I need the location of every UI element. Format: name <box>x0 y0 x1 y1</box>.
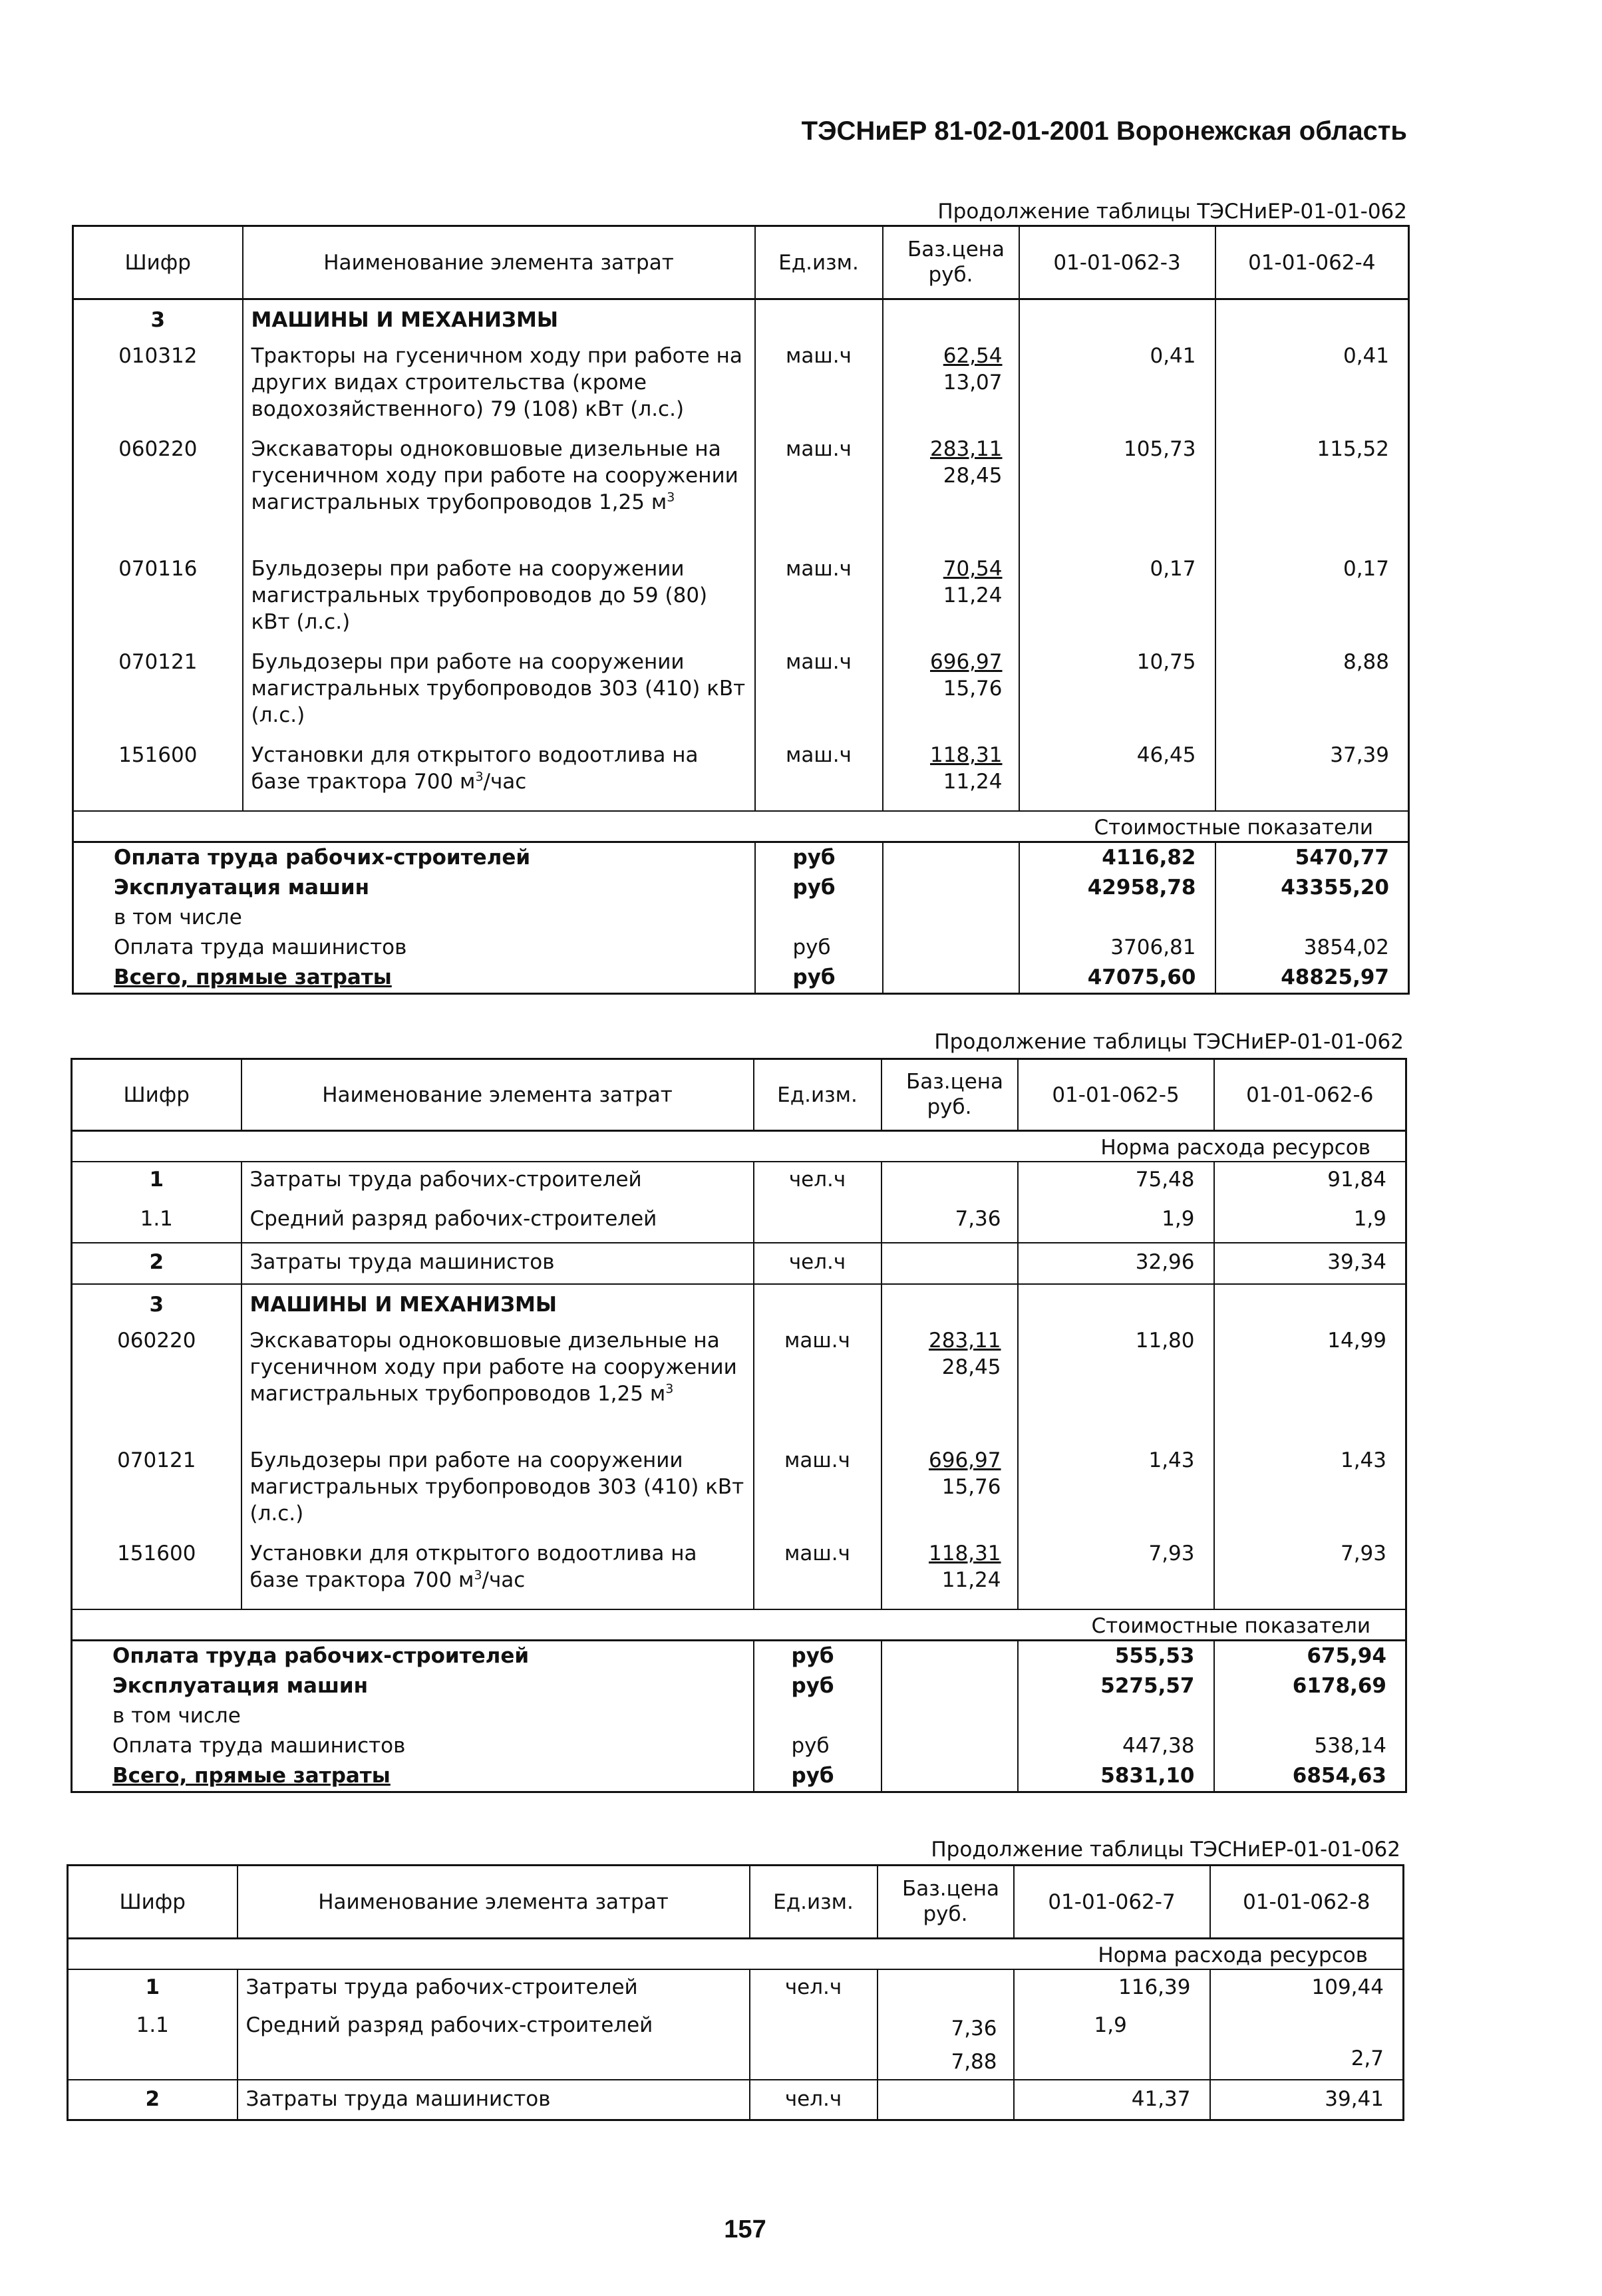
page-number: 157 <box>724 2215 766 2243</box>
table-row: 010312 Тракторы на гусеничном ходу при работе на других видах строительства (кроме водохозяйственного) 79 (108) кВт (л.с.) маш.ч 62,54 13,07 0,41 0,41 <box>73 333 1409 426</box>
table-row: 1 Затраты труда рабочих-строителей чел.ч 75,48 91,84 <box>72 1162 1406 1202</box>
table1-caption: Продолжение таблицы ТЭСНиЕР-01-01-062 <box>937 200 1407 224</box>
table-row: 151600 Установки для открытого водоотлива на базе трактора 700 $м^3$/час маш.ч 118,31 11,24 7,93 7,93 <box>72 1531 1406 1609</box>
table2: Шифр Наименование элемента затрат Ед.изм. Баз.цена руб. 01-01-062-5 01-01-062-6 Норма расхода ресурсов 1 Затраты труда рабочих-строителей чел.ч 75,48 91,84 1.1 Средний разряд рабочих-строителей 7,36 1,9 1,9 2 Затраты труда машинистов чел.ч 32,96 39,34 3 МАШИНЫ И МЕХАНИЗМЫ 060220 Экскаваторы одноковшовые дизельные на гусеничном ходу при работе на сооружении магистральных трубопроводов 1,25 $м^3$ маш.ч 283,11 28,45 11,80 14,99 070121 Бульдозеры при работе на сооружении магистральных трубопроводов 303 (410) кВт (л.с.) маш.ч 696,97 15,76 1,43 1,43 151600 Установки для открытого водоотлива на базе трактора 700 $м^3$/час маш.ч 118,31 11,24 7,93 7,93 Стоимостные показатели Оплата труда рабочих-строителей руб 555,53 675,94 Эксплуатация машин руб 5275,57 6178,69 в том числе Оплата труда машинистов руб 447,38 538,14 Всего, прямые затраты руб 5831,10 6854,63 <box>71 1058 1407 1793</box>
table-row: 070121 Бульдозеры при работе на сооружении магистральных трубопроводов 303 (410) кВт (л.с.) маш.ч 696,97 15,76 10,75 8,88 <box>73 639 1409 733</box>
col-price-header: Баз.цена руб. <box>883 226 1019 299</box>
table-row: 1 Затраты труда рабочих-строителей чел.ч 116,39 109,44 <box>68 1969 1404 2008</box>
table-row: 070121 Бульдозеры при работе на сооружении магистральных трубопроводов 303 (410) кВт (л.с.) маш.ч 696,97 15,76 1,43 1,43 <box>72 1438 1406 1531</box>
table-row: 070116 Бульдозеры при работе на сооружении магистральных трубопроводов до 59 (80) кВт (л.с.) маш.ч 70,54 11,24 0,17 0,17 <box>73 546 1409 639</box>
section-code: 3 <box>150 308 166 332</box>
table-row: 2 Затраты труда машинистов чел.ч 41,37 39,41 <box>68 2080 1404 2120</box>
total-direct-costs-label: Всего, прямые затраты <box>73 963 755 994</box>
section-title: МАШИНЫ И МЕХАНИЗМЫ <box>243 299 755 334</box>
col-name-header: Наименование элемента затрат <box>243 226 755 299</box>
table3-caption: Продолжение таблицы ТЭСНиЕР-01-01-062 <box>931 1838 1400 1862</box>
table-row: 151600 Установки для открытого водоотлива на базе трактора 700 $м^3$/час маш.ч 118,31 11,24 46,45 37,39 <box>73 733 1409 811</box>
col-b-header: 01-01-062-4 <box>1215 226 1409 299</box>
col-a-header: 01-01-062-3 <box>1019 226 1215 299</box>
document-header: ТЭСНиЕР 81-02-01-2001 Воронежская область <box>801 116 1407 146</box>
table1: Шифр Наименование элемента затрат Ед.изм. Баз.цена руб. 01-01-062-3 01-01-062-4 3 МАШИНЫ И МЕХАНИЗМЫ 010312 Тракторы на гусеничном ходу при работе на других видах строительства (кроме водохозяйственного) 79 (108) кВт (л.с.) маш.ч 62,54 13,07 0,41 0,41 060220 Экскаваторы одноковшовые дизельные на гусеничном ходу при работе на сооружении магистральных трубопроводов 1,25 $м^3$ маш.ч 283,11 28,45 105,73 115,52 070116 Бульдозеры при работе на сооружении магистральных трубопроводов до 59 (80) кВт (л.с.) маш.ч 70,54 11,24 0,17 0,17 070121 Бульдозеры при работе на сооружении магистральных трубопроводов 303 (410) кВт (л.с.) маш.ч 696,97 15,76 10,75 8,88 151600 Установки для открытого водоотлива на базе трактора 700 $м^3$/час маш.ч 118,31 11,24 46,45 37,39 Стоимостные показатели Оплата труда рабочих-строителей руб 4116,82 5470,77 Эксплуатация машин руб 42958,78 43355,20 в том числе Оплата труда машинистов руб 3706,81 3854,02 Всего, прямые затраты руб 47075,60 48825,97 <box>72 225 1410 995</box>
cost-indicators-label: Стоимостные показатели <box>73 811 1409 842</box>
table-row: 2 Затраты труда машинистов чел.ч 32,96 39,34 <box>72 1243 1406 1284</box>
table-row: 060220 Экскаваторы одноковшовые дизельные на гусеничном ходу при работе на сооружении магистральных трубопроводов 1,25 $м^3$ маш.ч 283,11 28,45 11,80 14,99 <box>72 1318 1406 1438</box>
col-code-header: Шифр <box>73 226 243 299</box>
table-row: 1.1 Средний разряд рабочих-строителей 7,36 7,88 1,9 2,7 <box>68 2008 1404 2080</box>
col-unit-header: Ед.изм. <box>755 226 883 299</box>
table3: Шифр Наименование элемента затрат Ед.изм. Баз.цена руб. 01-01-062-7 01-01-062-8 Норма расхода ресурсов 1 Затраты труда рабочих-строителей чел.ч 116,39 109,44 1.1 Средний разряд рабочих-строителей 7,36 7,88 1,9 2,7 2 Затраты труда машинистов чел.ч 41,37 39,41 <box>67 1864 1404 2121</box>
table2-caption: Продолжение таблицы ТЭСНиЕР-01-01-062 <box>934 1030 1404 1054</box>
table-row: 060220 Экскаваторы одноковшовые дизельные на гусеничном ходу при работе на сооружении магистральных трубопроводов 1,25 $м^3$ маш.ч 283,11 28,45 105,73 115,52 <box>73 426 1409 546</box>
norm-label: Норма расхода ресурсов <box>72 1131 1406 1162</box>
table-row: 1.1 Средний разряд рабочих-строителей 7,36 1,9 1,9 <box>72 1202 1406 1243</box>
